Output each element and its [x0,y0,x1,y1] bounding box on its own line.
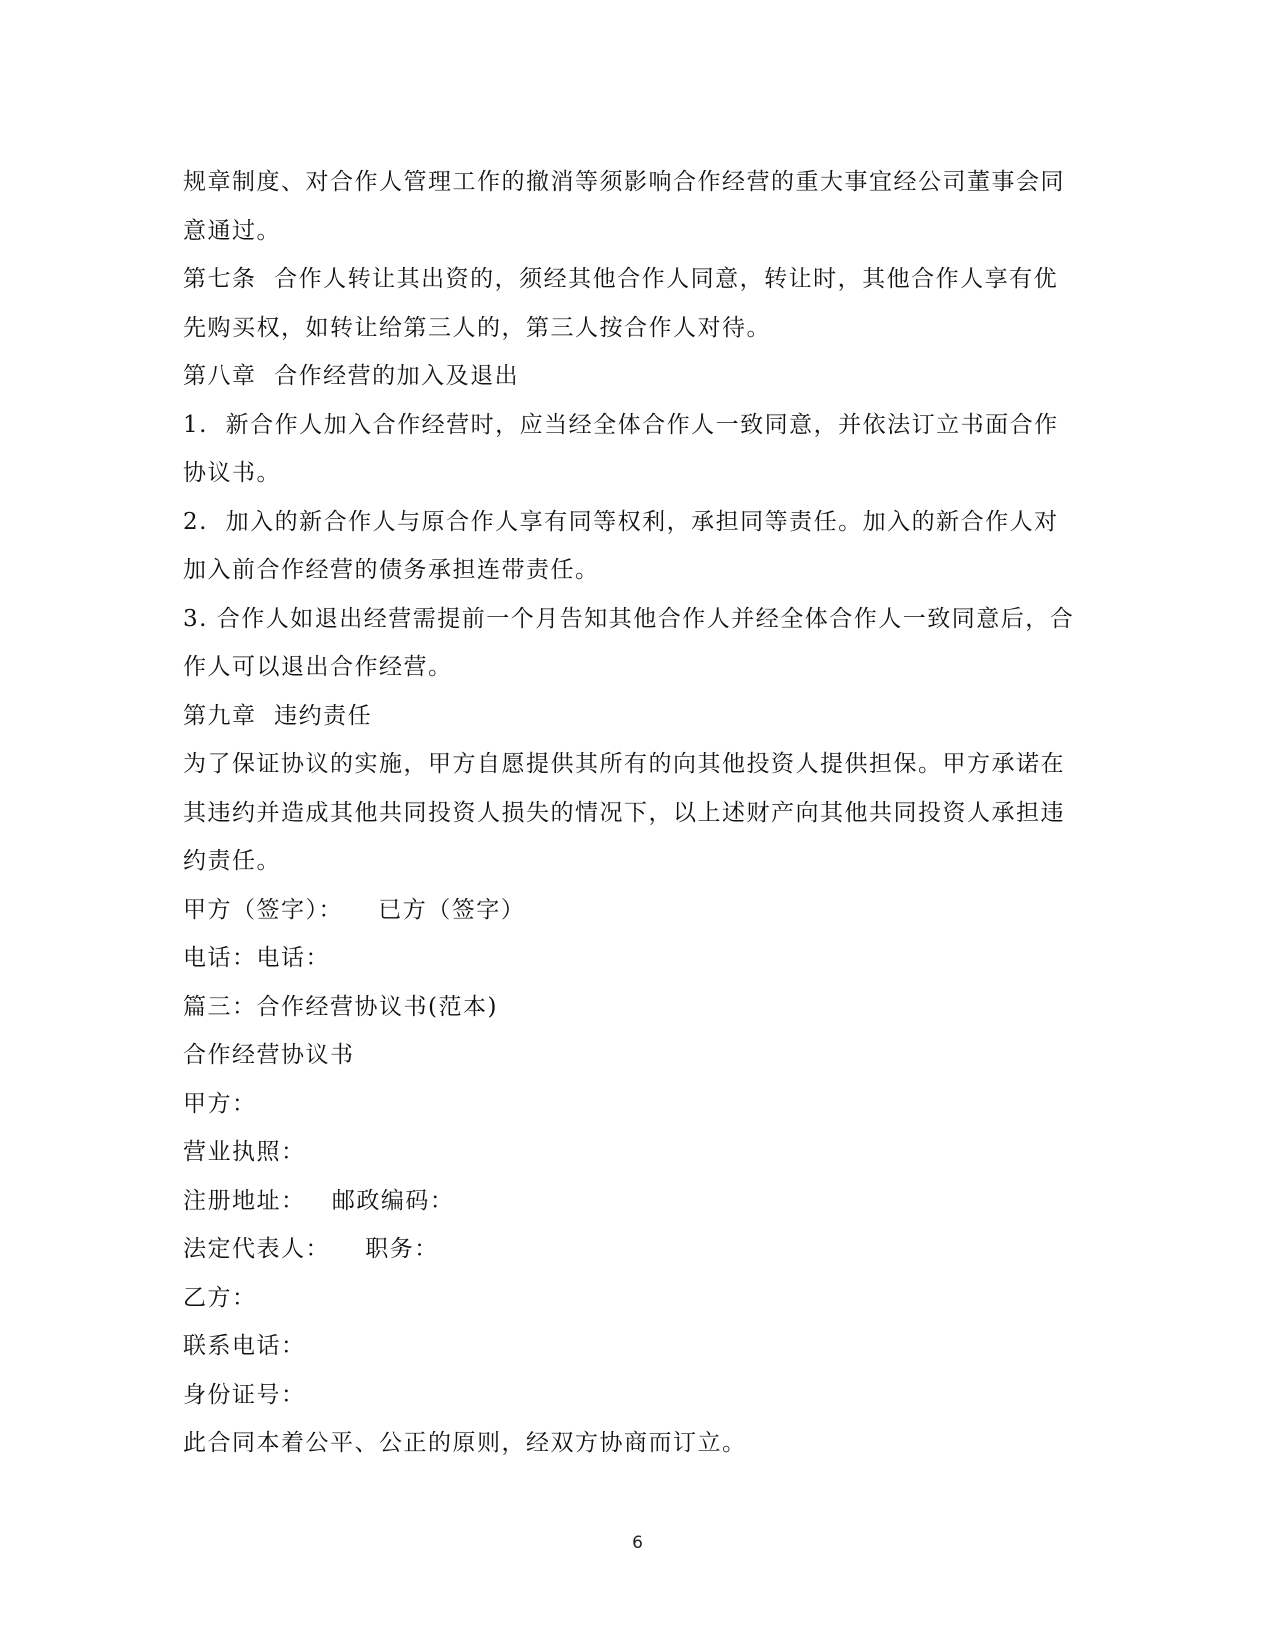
list-item: 2. 加入的新合作人与原合作人享有同等权利，承担同等责任。加入的新合作人对 [183,508,1059,535]
form-field: 甲方： [183,1090,257,1117]
text-line: 意通过。 [183,217,281,244]
text-line: 为了保证协议的实施，甲方自愿提供其所有的向其他投资人提供担保。甲方承诺在 [183,751,1065,777]
form-field: 联系电话： [183,1333,306,1359]
section-heading: 篇三：合作经营协议书(范本) [183,993,498,1020]
form-field: 注册地址： 邮政编码： [183,1187,455,1214]
form-field: 身份证号： [183,1381,306,1408]
text-line: 作人可以退出合作经营。 [183,654,453,680]
list-item: 3. 合作人如退出经营需提前一个月告知其他合作人并经全体合作人一致同意后，合 [183,605,1075,632]
text-line: 其违约并造成其他共同投资人损失的情况下，以上述财产向其他共同投资人承担违 [183,799,1065,826]
form-field: 法定代表人： 职务： [183,1236,439,1262]
form-field: 乙方： [183,1284,257,1311]
document-body [183,158,1093,1468]
phone-line: 电话：电话： [183,945,330,971]
text-line: 协议书。 [183,460,281,486]
text-line: 约责任。 [183,848,281,874]
form-field: 营业执照： [183,1139,306,1165]
chapter-heading: 第九章 违约责任 [183,702,373,729]
text-line: 加入前合作经营的债务承担连带责任。 [183,557,600,583]
list-item: 1. 新合作人加入合作经营时，应当经全体合作人一致同意，并依法订立书面合作 [183,411,1059,438]
text-line: 规章制度、对合作人管理工作的撤消等须影响合作经营的重大事宜经公司董事会同 [183,169,1065,195]
page-number: 6 [632,1533,643,1553]
agreement-title: 合作经营协议书 [183,1042,355,1068]
chapter-heading: 第八章 合作经营的加入及退出 [183,363,520,389]
signature-line: 甲方（签字）： 已方（签字） [183,896,526,923]
text-line: 先购买权，如转让给第三人的，第三人按合作人对待。 [183,314,771,341]
article-heading: 第七条 合作人转让其出资的，须经其他合作人同意，转让时，其他合作人享有优 [183,266,1059,292]
text-line: 此合同本着公平、公正的原则，经双方协商而订立。 [183,1430,747,1456]
